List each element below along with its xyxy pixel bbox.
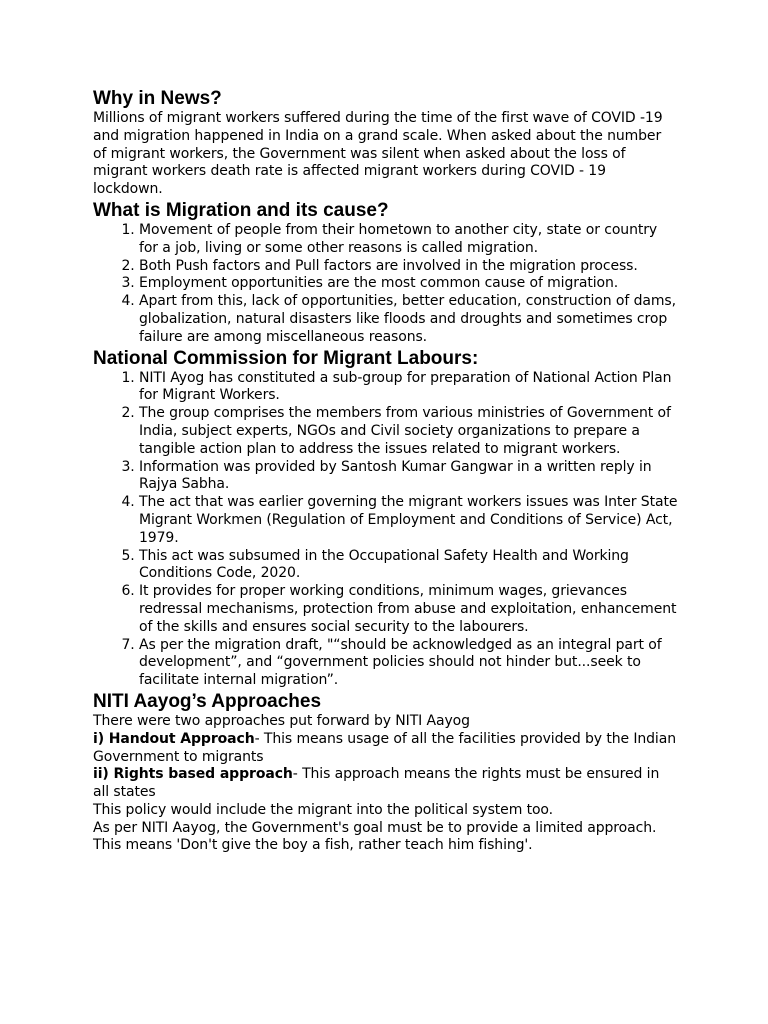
- list-item: 7. As per the migration draft, "“should be acknowledged as an integral part of development”, and “government policies should not hinder but...seek to facilitate internal migration”.: [139, 637, 678, 690]
- section-migration-cause: [93, 200, 678, 347]
- list-item: 6. It provides for proper working conditions, minimum wages, grievances redressal mechanisms, protection from abuse and exploitation, enhancement of the skills and ensures social security to the labourers.: [139, 583, 678, 636]
- paragraph-rights-approach: [93, 766, 678, 802]
- list-item: 2. Both Push factors and Pull factors are involved in the migration process.: [139, 258, 678, 276]
- list-national-commission: [93, 370, 678, 690]
- list-item: 3. Employment opportunities are the most common cause of migration.: [139, 275, 678, 293]
- handout-approach-title: i) Handout Approach: [93, 730, 255, 747]
- rights-approach-title: ii) Rights based approach: [93, 766, 293, 783]
- list-item: 1. NITI Ayog has constituted a sub-group for preparation of National Action Plan for Migrant Workers.: [139, 370, 678, 406]
- list-item: 4. Apart from this, lack of opportunities, better education, construction of dams, globalization, natural disasters like floods and droughts and sometimes crop failure are among miscellaneous reasons.: [139, 293, 678, 346]
- list-item: 1. Movement of people from their hometown to another city, state or country for a job, living or some other reasons is called migration.: [139, 222, 678, 258]
- section-national-commission: [93, 348, 678, 690]
- paragraph-policy: This policy would include the migrant into the political system too.: [93, 801, 554, 818]
- list-item: 5. This act was subsumed in the Occupational Safety Health and Working Conditions Code, 2020.: [139, 548, 678, 584]
- heading-why-in-news: Why in News?: [93, 88, 222, 109]
- list-item: 2. The group comprises the members from various ministries of Government of India, subject experts, NGOs and Civil society organizations to prepare a tangible action plan to address the issues related to migrant workers.: [139, 405, 678, 458]
- paragraph-approaches-intro: There were two approaches put forward by NITI Aayog: [93, 712, 470, 729]
- heading-migration-cause: What is Migration and its cause?: [93, 199, 389, 221]
- heading-national-commission: National Commission for Migrant Labours:: [93, 347, 479, 369]
- heading-niti-approaches: NITI Aayog’s Approaches: [93, 690, 322, 712]
- handout-approach-text: - This means usage of all the facilities provided by the Indian Government to migrants: [93, 730, 676, 765]
- section-niti-approaches: [93, 691, 678, 855]
- list-migration-causes: [93, 222, 678, 347]
- paragraph-why-in-news: Millions of migrant workers suffered during the time of the first wave of COVID -19 and migration happened in India on a grand scale. When asked about the number of migrant workers, the Government was silent when asked about the loss of migrant workers death rate is affected migrant workers during COVID - 19 lockdown.: [93, 110, 663, 198]
- paragraph-goal: As per NITI Aayog, the Government's goal must be to provide a limited approach. This means 'Don't give the boy a fish, rather teach him fishing'.: [93, 819, 657, 854]
- list-item: 3. Information was provided by Santosh Kumar Gangwar in a written reply in Rajya Sabha.: [139, 459, 678, 495]
- paragraph-handout-approach: [93, 731, 678, 767]
- section-why-in-news: [93, 88, 678, 199]
- list-item: 4. The act that was earlier governing the migrant workers issues was Inter State Migrant Workmen (Regulation of Employment and Conditions of Service) Act, 1979.: [139, 494, 678, 547]
- rights-approach-text: - This approach means the rights must be ensured in all states: [93, 766, 660, 801]
